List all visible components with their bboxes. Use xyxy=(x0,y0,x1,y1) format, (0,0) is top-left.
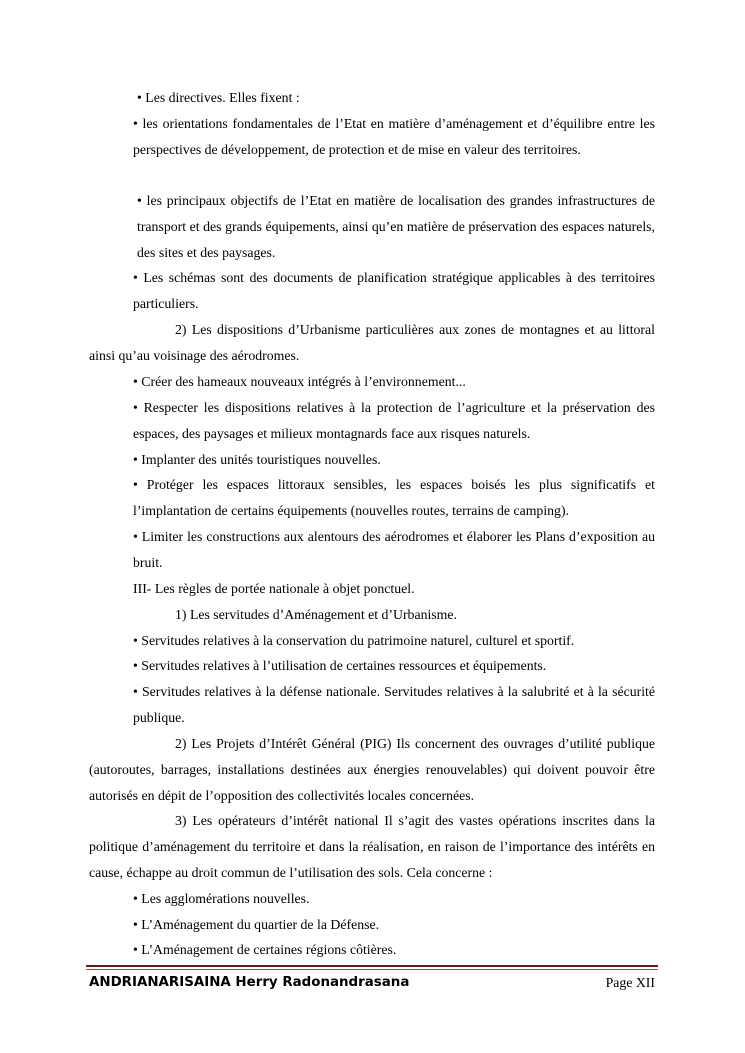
paragraph-objectifs: • les principaux objectifs de l’Etat en matière de localisation des grandes infrastructures de transport et des grands équipements, ainsi qu’en matière de préservation des espaces naturels, des sites et des paysages. xyxy=(137,193,655,260)
footer-author: ANDRIANARISAINA Herry Radonandrasana xyxy=(89,975,410,990)
footer-rule-bottom xyxy=(86,969,658,970)
section-heading-regles: III- Les règles de portée nationale à objet ponctuel. xyxy=(133,581,415,596)
list-item-agglomerations: • Les agglomérations nouvelles. xyxy=(133,891,310,906)
subheading-servitudes: 1) Les servitudes d’Aménagement et d’Urbanisme. xyxy=(175,607,457,622)
paragraph-limiter: • Limiter les constructions aux alentours des aérodromes et élaborer les Plans d’exposition au bruit. xyxy=(133,529,655,570)
paragraph-servitudes-ressources: • Servitudes relatives à l’utilisation de certaines ressources et équipements. xyxy=(133,658,547,673)
footer-rule-top xyxy=(86,965,658,967)
footer-page-number: Page XII xyxy=(605,975,655,990)
list-item-regions-cotieres: • L’Aménagement de certaines régions côtières. xyxy=(133,942,397,957)
paragraph-directives: • Les directives. Elles fixent : xyxy=(137,90,300,105)
paragraph-servitudes-patrimoine: • Servitudes relatives à la conservation du patrimoine naturel, culturel et sportif. xyxy=(133,633,575,648)
list-item-defense: • L’Aménagement du quartier de la Défense. xyxy=(133,917,380,932)
paragraph-servitudes-defense: • Servitudes relatives à la défense nationale. Servitudes relatives à la salubrité et à la sécurité publique. xyxy=(133,684,655,725)
paragraph-schemas: • Les schémas sont des documents de planification stratégique applicables à des territoires particuliers. xyxy=(133,270,655,311)
paragraph-implanter: • Implanter des unités touristiques nouvelles. xyxy=(133,452,381,467)
paragraph-dispositions-montagne: 2) Les dispositions d’Urbanisme particulières aux zones de montagnes et au littoral ainsi qu’au voisinage des aérodromes. xyxy=(89,322,655,363)
paragraph-operateurs: 3) Les opérateurs d’intérêt national Il s’agit des vastes opérations inscrites dans la politique d’aménagement du territoire et dans la réalisation, en raison de l’importance des intérêts en cause, échappe au droit commun de l’utilisation des sols. Cela concerne : xyxy=(89,813,655,880)
paragraph-hameaux: • Créer des hameaux nouveaux intégrés à l’environnement... xyxy=(133,374,466,389)
paragraph-pig: 2) Les Projets d’Intérêt Général (PIG) Ils concernent des ouvrages d’utilité publique (autoroutes, barrages, installations destinées aux énergies renouvelables) qui doivent pouvoir être autorisés en dépit de l’opposition des collectivités locales concernées. xyxy=(89,736,655,803)
paragraph-proteger: • Protéger les espaces littoraux sensibles, les espaces boisés les plus significatifs et l’implantation de certains équipements (nouvelles routes, terrains de camping). xyxy=(133,477,655,518)
paragraph-orientations: • les orientations fondamentales de l’Etat en matière d’aménagement et d’équilibre entre les perspectives de développement, de protection et de mise en valeur des territoires. xyxy=(133,116,655,157)
paragraph-respecter: • Respecter les dispositions relatives à la protection de l’agriculture et la préservation des espaces, des paysages et milieux montagnards face aux risques naturels. xyxy=(133,400,655,441)
